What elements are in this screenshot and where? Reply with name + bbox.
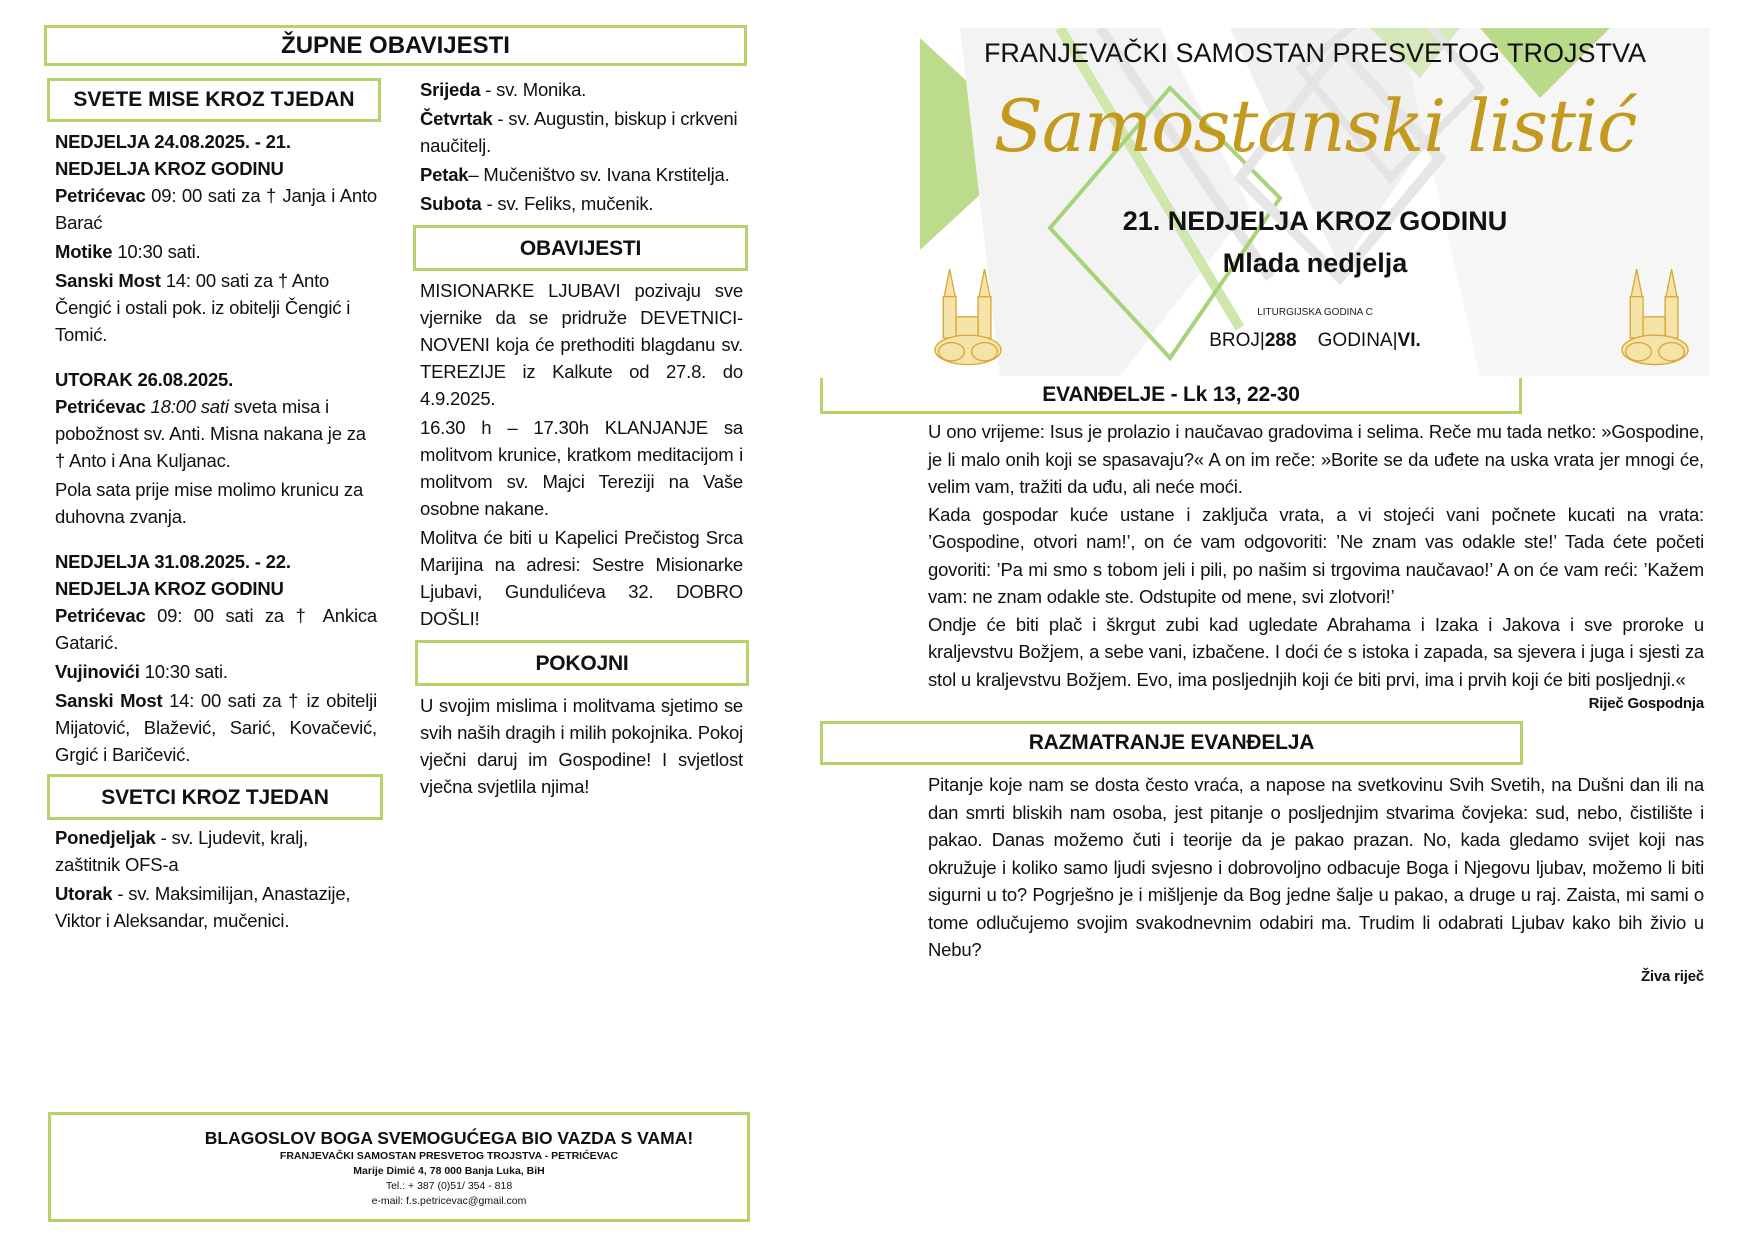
footer-phone: Tel.: + 387 (0)51/ 354 - 818 xyxy=(385,1180,513,1192)
left-column xyxy=(55,128,377,936)
saint-item: Utorak - sv. Maksimilijan, Anastazije, Viktor i Aleksandar, mučenici. xyxy=(55,883,351,931)
gospel-paragraph: Ondje će biti plač i škrgut zubi kad ugledate Abrahama i Izaka i Jakova i sve proroke u kraljevstvu Božjem, a sebe vani, izbačene. I doći će s istoka i zapada, sa sjevera i juga i sjesti za stol u kraljevstvu Božjem. Evo, ima posljednjih koji će biti prvi, ima i prvih koji će biti posljednji.« xyxy=(928,613,1704,690)
monastery-emblem-icon xyxy=(928,260,1008,370)
deceased-text: U svojim mislima i molitvama sjetimo se svih naših dragih i milih pokojnika. Pokoj vječni daruj im Gospodine! I svjetlost vječna svjetlila njima! xyxy=(420,695,743,797)
notice-paragraph: Molitva će biti u Kapelici Prečistog Srca Marijina na adresi: Sestre Misionarke Ljubavi, Gundulićeva 32. DOBRO DOŠLI! xyxy=(420,527,743,629)
mass-entry: Petrićevac 09: 00 sati za † Ankica Gatarić. xyxy=(55,605,377,653)
gospel-title: EVANĐELJE - Lk 13, 22-30 xyxy=(1042,382,1300,406)
year-value: VI. xyxy=(1397,330,1421,351)
gospel-signature: Riječ Gospodnja xyxy=(1588,695,1704,712)
right-column xyxy=(928,378,1704,988)
reflection-title-box xyxy=(820,721,1523,765)
bulletin-title: Samostanski listić xyxy=(993,84,1637,168)
saint-item: Ponedjeljak - sv. Ljudevit, kralj, zaštitnik OFS-a xyxy=(55,827,308,875)
issue-label: BROJ xyxy=(1209,330,1260,351)
liturgical-year: LITURGIJSKA GODINA C xyxy=(1257,307,1373,318)
footer-blessing: BLAGOSLOV BOGA SVEMOGUĆEGA BIO VAZDA S VAMA! xyxy=(204,1128,694,1148)
mass-entry: Vujinovići 10:30 sati. xyxy=(55,661,228,682)
notices-section-title-box xyxy=(413,225,748,271)
main-title: ŽUPNE OBAVIJESTI xyxy=(281,31,510,59)
mass-entry: Petrićevac 09: 00 sati za † Janja i Anto Barać xyxy=(55,185,377,233)
footer-org: FRANJEVAČKI SAMOSTAN PRESVETOG TROJSTVA - PETRIĆEVAC xyxy=(279,1150,619,1162)
deceased-section-title: POKOJNI xyxy=(535,651,629,675)
notice-paragraph: 16.30 h – 17.30h KLANJANJE sa molitvom krunice, kratkom meditacijom i molitvom sv. Majci Tereziji na Vaše osobne nakane. xyxy=(420,417,743,519)
saints-section-title-box xyxy=(47,774,383,820)
year-label: GODINA xyxy=(1317,330,1393,351)
mass-note: Pola sata prije mise molimo krunicu za duhovna zvanja. xyxy=(55,479,364,527)
footer-address: Marije Dimić 4, 78 000 Banja Luka, BiH xyxy=(353,1165,545,1177)
notices-text xyxy=(420,277,743,632)
reflection-title: RAZMATRANJE EVANĐELJA xyxy=(1028,731,1315,755)
gospel-paragraph: Kada gospodar kuće ustane i zaključa vrata, a vi stojeći vani počnete kucati na vrata: ’Gospodine, otvori nam!’, on će vam odgovoriti: ’Ne znam vas odakle ste!’ Tada ćete početi govoriti: ’Pa mi smo s tobom jeli i pili, po našim si trgovima naučavao!’ A on će vam reći: ’Kažem vam: ne znam odakle ste. Odstupite od mene, svi zlotvori!’ xyxy=(928,503,1704,607)
bulletin-header xyxy=(920,28,1710,376)
gospel-text xyxy=(928,418,1704,715)
sunday-subtitle: Mlada nedjelja xyxy=(1222,248,1408,278)
mass-section-title: SVETE MISE KROZ TJEDAN xyxy=(73,88,355,111)
issue-info: BROJ|288 GODINA|VI. xyxy=(1209,330,1421,351)
mass-entry: Motike 10:30 sati. xyxy=(55,241,201,262)
middle-column xyxy=(420,76,743,802)
mass-entry: Sanski Most 14: 00 sati za † Anto Čengić i ostali pok. iz obitelji Čengić i Tomić. xyxy=(55,270,351,345)
gospel-paragraph: U ono vrijeme: Isus je prolazio i naučavao gradovima i selima. Reče mu tada netko: »Gospodine, je li malo onih koji se spasavaju?« A on im reče: »Borite se da uđete na uska vrata jer mnogi će, velim vam, tražiti da uđu, ali neće moći. xyxy=(928,421,1704,497)
deceased-text-block xyxy=(420,692,743,800)
saints-section-title: SVETCI KROZ TJEDAN xyxy=(101,785,329,809)
notice-paragraph: MISIONARKE LJUBAVI pozivaju sve vjernike da se pridruže DEVETNICI-NOVENI koja će prethoditi blagdanu sv. TEREZIJE iz Kalkute od 27.8. do 4.9.2025. xyxy=(420,280,743,409)
saint-item: Petak– Mučeništvo sv. Ivana Krstitelja. xyxy=(420,164,730,185)
reflection-signature: Živa riječ xyxy=(1640,967,1704,985)
day-heading: NEDJELJA 31.08.2025. - 22. NEDJELJA KROZ GODINU xyxy=(55,551,291,599)
sunday-title: 21. NEDJELJA KROZ GODINU xyxy=(1122,206,1508,236)
mass-section-title-box xyxy=(47,78,381,122)
saint-item: Četvrtak - sv. Augustin, biskup i crkveni naučitelj. xyxy=(420,108,738,156)
notices-section-title: OBAVIJESTI xyxy=(519,236,642,260)
footer-box xyxy=(48,1112,750,1222)
deceased-section-title-box xyxy=(415,640,749,686)
footer-email: e-mail: f.s.petricevac@gmail.com xyxy=(371,1195,527,1207)
mass-entry: Petrićevac 18:00 sati sveta misa i pobožnost sv. Anti. Misna nakana je za † Anto i Ana Kuljanac. xyxy=(55,396,366,471)
saint-item: Subota - sv. Feliks, mučenik. xyxy=(420,193,654,214)
main-title-box xyxy=(44,25,747,66)
monastery-emblem-icon xyxy=(1615,260,1695,370)
reflection-text-block xyxy=(928,771,1704,988)
mass-entry: Sanski Most 14: 00 sati za † iz obitelji Mijatović, Blažević, Sarić, Kovačević, Grgić i Baričević. xyxy=(55,690,377,765)
day-heading: NEDJELJA 24.08.2025. - 21. NEDJELJA KROZ GODINU xyxy=(55,131,291,179)
day-heading: UTORAK 26.08.2025. xyxy=(55,369,234,390)
saint-item: Srijeda - sv. Monika. xyxy=(420,79,587,100)
reflection-text: Pitanje koje nam se dosta često vraća, a napose na svetkovinu Svih Svetih, na Dušni dan ili na dan smrti bliskih nam osoba, jest pitanje o posljednjim stvarima čovjeka: sud, nebo, čistilište i pakao. Danas možemo čuti i teorije da je pakao prazan. No, kada gledamo svijet koji nas okružuje i koliko samo ljudi svjesno i dobrovoljno odbacuje Boga i Njegovu ljubav, možemo li biti sigurni u to? Pogrješno je i mišljenje da Bog jedne šalje u pakao, a druge u raj. Zaista, mi sami o tome odlučujemo svojim svakodnevnim odabiri ma. Trudim li odabrati Ljubav kako bih živio u Nebu? xyxy=(928,774,1704,960)
gospel-title-box xyxy=(820,378,1522,414)
issue-number: 288 xyxy=(1264,330,1297,351)
monastery-name: FRANJEVAČKI SAMOSTAN PRESVETOG TROJSTVA xyxy=(983,38,1647,68)
